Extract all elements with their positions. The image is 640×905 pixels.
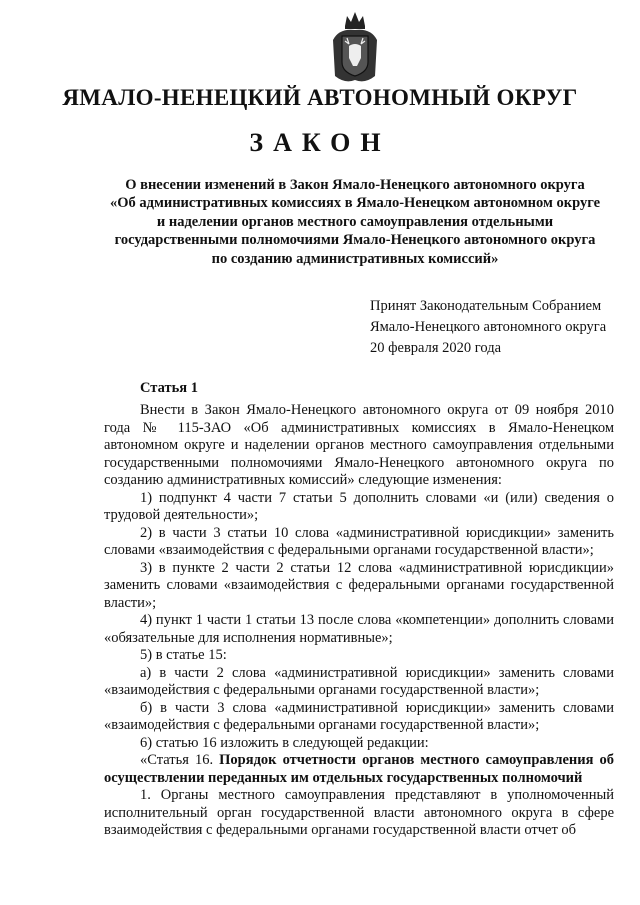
paragraph: 3) в пункте 2 части 2 статьи 12 слова «административной юрисдикции» заменить словами «взаимодействия с федеральными органами государственной власти»; xyxy=(104,559,614,611)
paragraph: 6) статью 16 изложить в следующей редакции: xyxy=(140,734,429,751)
paragraph: 1) подпункт 4 части 7 статьи 5 дополнить словами «и (или) сведения о трудовой деятельности»; xyxy=(104,489,614,523)
law-title-line: государственными полномочиями Ямало-Ненецкого автономного округа xyxy=(114,232,596,249)
adoption-date: 20 февраля 2020 года xyxy=(370,340,502,356)
paragraph: 5) в статье 15: xyxy=(140,647,227,663)
adoption-line: Принят Законодательным Собранием xyxy=(370,298,602,314)
document-type: ЗАКОН xyxy=(249,128,391,157)
region-heading: ЯМАЛО-НЕНЕЦКИЙ АВТОНОМНЫЙ ОКРУГ xyxy=(62,85,578,110)
law-title-line: по созданию административных комиссий» xyxy=(211,250,499,267)
adoption-line: Ямало-Ненецкого автономного округа xyxy=(370,319,607,335)
article-16-label: «Статья 16. xyxy=(140,752,220,768)
paragraph: а) в части 2 слова «административной юрисдикции» заменить словами «взаимодействия с федеральными органами государственной власти»; xyxy=(104,664,614,698)
adoption-note xyxy=(370,296,606,359)
paragraph: 1. Органы местного самоуправления представляют в уполномоченный исполнительный орган государственной власти автономного округа в сфере взаимодействия с федеральными органами государственной власти отчет об xyxy=(104,787,614,838)
paragraph: Внести в Закон Ямало-Ненецкого автономного округа от 09 ноября 2010 года № 115-ЗАО «Об административных комиссиях в Ямало-Ненецком автономном округе и наделении органов местного самоуправления отдельными государственными полномочиями Ямало-Ненецкого автономного округа по созданию административных комиссий» следующие изменения: xyxy=(104,402,614,488)
article-heading: Статья 1 xyxy=(140,380,198,396)
law-title xyxy=(85,176,625,268)
law-title-line: О внесении изменений в Закон Ямало-Ненецкого автономного округа xyxy=(125,177,585,193)
article-body xyxy=(104,402,614,840)
paragraph: 2) в части 3 статьи 10 слова «административной юрисдикции» заменить словами «взаимодействия с федеральными органами государственной власти»; xyxy=(104,524,614,558)
law-title-line: и наделении органов местного самоуправления отдельными xyxy=(156,213,554,230)
coat-of-arms-icon xyxy=(331,10,379,86)
paragraph: б) в части 3 слова «административной юрисдикции» заменить словами «взаимодействия с федеральными органами государственной власти»; xyxy=(104,699,614,733)
paragraph xyxy=(104,752,614,787)
law-title-line: «Об административных комиссиях в Ямало-Ненецком автономном округе xyxy=(109,195,601,212)
article-16-title: Порядок отчетности органов местного самоуправления об осуществлении переданных им отдельных государственных полномочий xyxy=(104,752,614,786)
paragraph: 4) пункт 1 части 1 статьи 13 после слова «компетенции» дополнить словами «обязательные для исполнения нормативные»; xyxy=(104,612,614,646)
